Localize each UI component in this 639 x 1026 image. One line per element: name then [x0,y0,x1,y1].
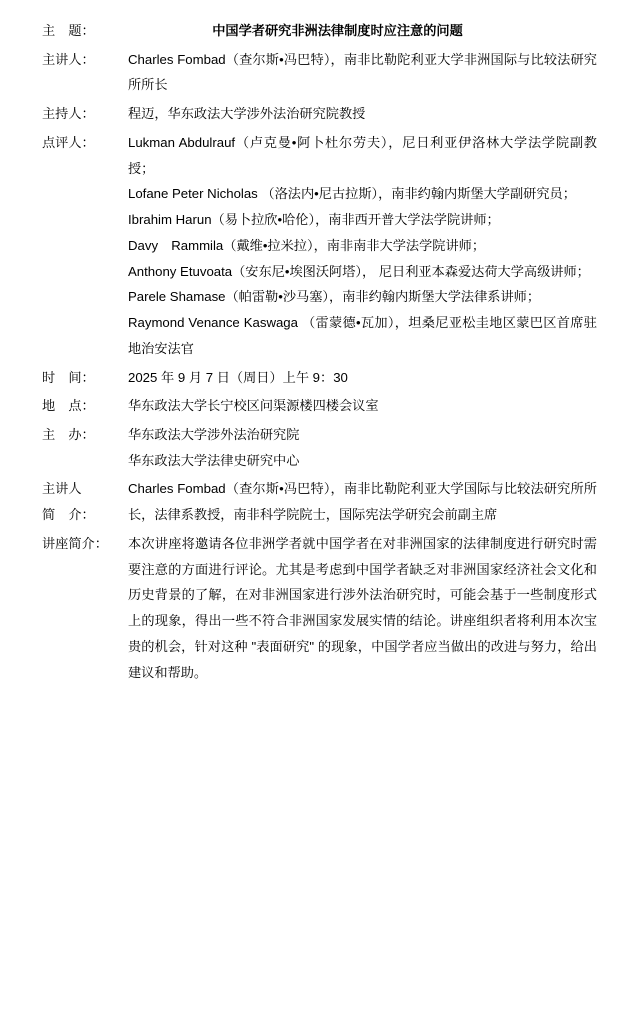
bio-label [42,476,128,527]
commentator-row [42,130,597,362]
speaker-row [42,47,597,98]
title-text: 中国学者研究非洲法律制度时应注意的问题 [212,23,463,38]
host-row [42,101,597,127]
title-row [42,18,597,44]
list-item: 华东政法大学法律史研究中心 [128,452,300,468]
bio-row [42,476,597,527]
bio-label-line1: 主讲人 [42,481,82,497]
time-label: 时 间： [42,369,95,385]
time-text: 2025 年 9 月 7 日（周日）上午 9：30 [128,369,348,385]
bio-label-line2: 简 介： [42,507,95,523]
place-label: 地 点： [42,398,95,414]
abstract-text: 本次讲座将邀请各位非洲学者就中国学者在对非洲国家的法律制度进行研究时需要注意的方面进行评论。尤其是考虑到中国学者缺乏对非洲国家经济社会文化和历史背景的了解，在对非洲国家进行涉外法治研究时，可能会基于一些制度形式上的现象，得出一些不符合非洲国家发展实情的结论。讲座组织者将利用本次宝贵的机会，针对这种 "表面研究" 的现象，中国学者应当做出的改进与努力，给出建议和帮助。 [128,535,597,680]
place-text: 华东政法大学长宁校区问渠源楼四楼会议室 [128,398,379,414]
abstract-row [42,531,597,685]
list-item: Davy Rammila（戴维•拉米拉），南非南非大学法学院讲师； [128,237,486,253]
list-item: Ibrahim Harun（易卜拉欣•哈伦），南非西开普大学法学院讲师； [128,212,500,228]
list-item: Parele Shamase（帕雷勒•沙马塞），南非约翰内斯堡大学法律系讲师； [128,289,541,305]
host-label: 主持人： [42,106,95,122]
bio-text: Charles Fombad（查尔斯•冯巴特），南非比勒陀利亚大学国际与比较法研究所所长，法律系教授，南非科学院院士，国际宪法学研究会前副主席 [128,481,597,523]
list-item: 华东政法大学涉外法治研究院 [128,427,300,443]
organizer-row [42,422,597,473]
list-item: Raymond Venance Kaswaga （雷蒙德•瓦加），坦桑尼亚松圭地区蒙巴区首席驻地治安法官 [128,315,597,356]
time-row [42,365,597,391]
abstract-label: 讲座简介： [42,535,108,551]
list-item: Lofane Peter Nicholas （洛法内•尼古拉斯），南非约翰内斯堡大学副研究员； [128,186,576,202]
organizer-label: 主 办： [42,427,95,443]
organizer-list [128,422,597,473]
commentator-list [128,130,597,362]
list-item: Anthony Etuvoata（安东尼•埃图沃阿塔）， 尼日利亚本森爱达荷大学高级讲师； [128,263,590,279]
speaker-text: Charles Fombad（查尔斯•冯巴特），南非比勒陀利亚大学非洲国际与比较法研究所所长 [128,51,597,93]
commentator-label: 点评人： [42,134,95,150]
list-item: Lukman Abdulrauf（卢克曼•阿卜杜尔劳夫），尼日利亚伊洛林大学法学院副教授； [128,134,597,176]
place-row [42,393,597,419]
speaker-label: 主讲人： [42,51,95,67]
host-text: 程迈，华东政法大学涉外法治研究院教授 [128,106,366,122]
title-label: 主 题： [42,23,95,38]
